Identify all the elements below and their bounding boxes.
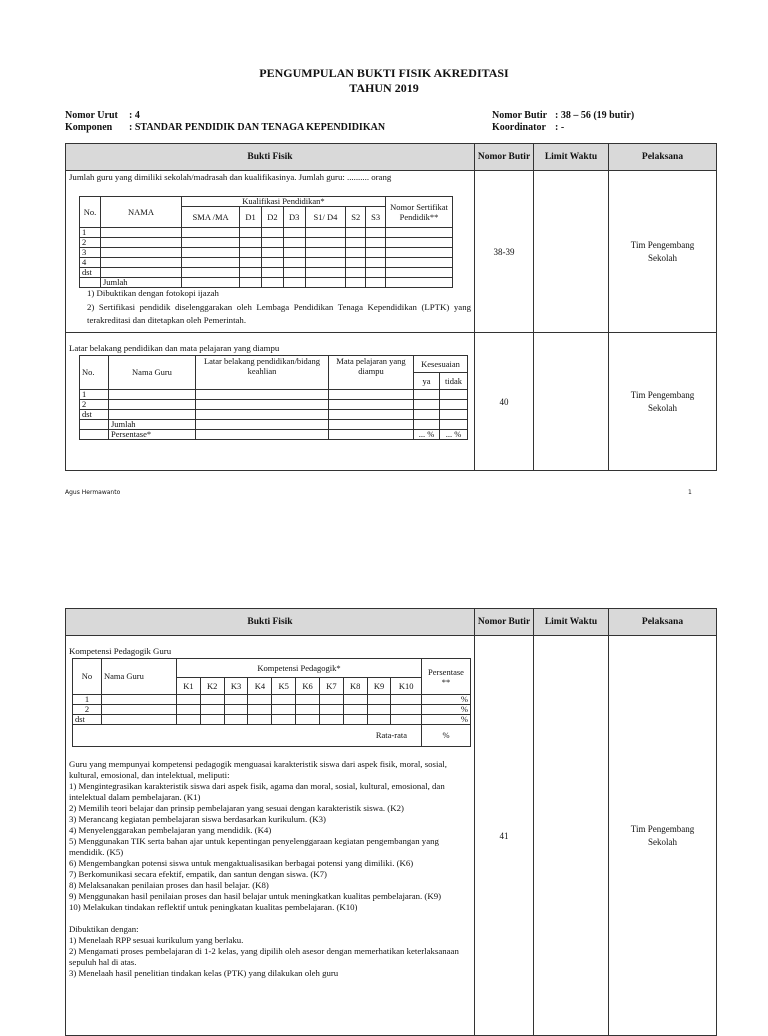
col-persentase: Persentase ** <box>422 659 471 695</box>
header-pelaksana: Pelaksana <box>609 144 717 171</box>
col-k5: K5 <box>272 678 296 695</box>
col-nama-guru: Nama Guru <box>109 356 196 390</box>
proof-list <box>69 935 471 979</box>
header-bukti-fisik: Bukti Fisik <box>66 144 475 171</box>
koordinator-label: Koordinator <box>492 122 546 133</box>
col-sma: SMA /MA <box>182 207 240 228</box>
col-no: No. <box>80 356 109 390</box>
rata-rata-value: % <box>422 725 471 747</box>
koordinator-value: : - <box>555 122 565 133</box>
col-k3: K3 <box>224 678 248 695</box>
col-ya: ya <box>414 373 440 390</box>
col-k8: K8 <box>343 678 367 695</box>
komponen-label: Komponen <box>65 122 113 133</box>
nomor-butir-value: : 38 – 56 (19 butir) <box>555 110 635 121</box>
list-item: 2) Mengamati proses pembelajaran di 1-2 kelas, yang dipilih oleh asesor dengan memerhatikan keterlaksanaan sepuluh hal di atas. <box>69 946 459 967</box>
col-kualifikasi: Kualifikasi Pendidikan* <box>182 197 386 207</box>
pct-tidak: ... % <box>440 430 468 440</box>
footer-author: Agus Hermawanto <box>65 489 121 496</box>
row2-intro: Latar belakang pendidikan dan mata pelajaran yang diampu <box>69 343 280 353</box>
col-k7: K7 <box>319 678 343 695</box>
col-nama-guru: Nama Guru <box>102 659 177 695</box>
note-1: 1) Dibuktikan dengan fotokopi ijazah <box>87 288 219 298</box>
note-2: 2) Sertifikasi pendidik diselenggarakan oleh Lembaga Pendidikan Tenaga Kependidikan (LPTK) yang terakreditasi dan ditetapkan oleh Pemerintah. <box>87 302 471 325</box>
col-k2: K2 <box>200 678 224 695</box>
row3-intro: Kompetensi Pedagogik Guru <box>69 646 172 656</box>
header-nomor-butir: Nomor Butir <box>475 609 534 636</box>
komponen-value: : STANDAR PENDIDIK DAN TENAGA KEPENDIDIKAN <box>129 122 386 133</box>
list-item: 4) Menyelenggarakan pembelajaran yang mendidik. (K4) <box>69 825 272 835</box>
table-row: 1 <box>80 390 468 400</box>
jumlah-label: Jumlah <box>101 278 182 288</box>
list-item: 1) Menelaah RPP sesuai kurikulum yang berlaku. <box>69 935 244 945</box>
col-s2: S2 <box>346 207 366 228</box>
nomor-urut-value: : 4 <box>129 110 140 121</box>
list-item: 3) Merancang kegiatan pembelajaran siswa berdasarkan kurikulum. (K3) <box>69 814 326 824</box>
col-no: No <box>73 659 102 695</box>
list-item: 1) Mengintegrasikan karakteristik siswa dari aspek fisik, agama dan moral, sosial, kultural, emosional, dan intelektual dalam pembelajaran. (K1) <box>69 781 445 802</box>
col-k10: K10 <box>391 678 422 695</box>
col-kompetensi: Kompetensi Pedagogik* <box>177 659 422 678</box>
evidence-row-38-39 <box>66 171 717 333</box>
nomor-butir-38-39: 38-39 <box>475 171 534 333</box>
col-latar-belakang: Latar belakang pendidikan/bidang keahlian <box>196 356 329 390</box>
background-table <box>79 355 468 440</box>
table-row: 1 % <box>73 695 471 705</box>
list-item: 5) Menggunakan TIK serta bahan ajar untuk kepentingan penyelenggaraan kegiatan pengembangan yang mendidik. (K5) <box>69 836 439 857</box>
table-row: 3 <box>80 248 453 258</box>
evidence-table-2 <box>65 608 717 1036</box>
list-item: 10) Melakukan tindakan reflektif untuk peningkatan kualitas pembelajaran. (K10) <box>69 902 358 912</box>
list-item: 8) Melaksanakan penilaian proses dan hasil belajar. (K8) <box>69 880 269 890</box>
dibuktikan-heading: Dibuktikan dengan: <box>69 924 139 934</box>
footer-page-number: 1 <box>688 489 692 496</box>
pelaksana-cell: Tim Pengembang Sekolah <box>609 333 717 471</box>
limit-waktu-cell <box>534 171 609 333</box>
evidence-row-41 <box>66 636 717 1036</box>
table-row: 2 <box>80 400 468 410</box>
pct-ya: ... % <box>414 430 440 440</box>
rata-rata-label: Rata-rata <box>73 725 422 747</box>
col-s1: S1/ D4 <box>305 207 346 228</box>
table-row: dst <box>80 268 453 278</box>
col-d2: D2 <box>262 207 284 228</box>
col-d1: D1 <box>240 207 262 228</box>
persentase-label: Persentase* <box>109 430 196 440</box>
col-kesesuaian: Kesesuaian <box>414 356 468 373</box>
total-row <box>80 420 468 430</box>
evidence-row-40 <box>66 333 717 471</box>
qualification-table <box>79 196 453 288</box>
table-row: dst % <box>73 715 471 725</box>
percentage-row <box>80 430 468 440</box>
competency-list <box>69 781 471 913</box>
col-nama: NAMA <box>101 197 182 228</box>
list-item: 3) Menelaah hasil penelitian tindakan kelas (PTK) yang dilakukan oleh guru <box>69 968 339 978</box>
limit-waktu-cell <box>534 333 609 471</box>
table-row: dst <box>80 410 468 420</box>
header-nomor-butir: Nomor Butir <box>475 144 534 171</box>
list-item: 7) Berkomunikasi secara efektif, empatik, dan santun dengan siswa. (K7) <box>69 869 327 879</box>
total-row <box>80 278 453 288</box>
col-k4: K4 <box>248 678 272 695</box>
nomor-butir-41: 41 <box>475 636 534 1036</box>
col-d3: D3 <box>283 207 305 228</box>
nomor-butir-40: 40 <box>475 333 534 471</box>
limit-waktu-cell <box>534 636 609 1036</box>
col-k9: K9 <box>367 678 391 695</box>
col-mata-pelajaran: Mata pelajaran yang diampu <box>329 356 414 390</box>
list-item: 2) Memilih teori belajar dan prinsip pembelajaran yang sesuai dengan karakteristik siswa. (K2) <box>69 803 404 813</box>
table-row: 1 <box>80 228 453 238</box>
col-no: No. <box>80 197 101 228</box>
doc-title: PENGUMPULAN BUKTI FISIK AKREDITASI <box>259 66 509 80</box>
col-k6: K6 <box>296 678 320 695</box>
nomor-butir-label: Nomor Butir <box>492 110 548 121</box>
col-k1: K1 <box>177 678 201 695</box>
average-row <box>73 725 471 747</box>
header-bukti-fisik: Bukti Fisik <box>66 609 475 636</box>
doc-year: TAHUN 2019 <box>349 81 419 95</box>
header-limit-waktu: Limit Waktu <box>534 144 609 171</box>
competency-paragraph: Guru yang mempunyai kompetensi pedagogik menguasai karakteristik siswa dari aspek fisik, moral, sosial, kultural, emosional, dan intelektual, meliputi: <box>69 759 447 780</box>
pedagogic-table <box>72 658 471 747</box>
list-item: 9) Menggunakan hasil penilaian proses dan hasil belajar untuk meningkatkan kualitas pembelajaran. (K9) <box>69 891 442 901</box>
table-row: 4 <box>80 258 453 268</box>
col-tidak: tidak <box>440 373 468 390</box>
row1-intro: Jumlah guru yang dimiliki sekolah/madrasah dan kualifikasinya. Jumlah guru: .......... orang <box>69 172 392 182</box>
pelaksana-cell: Tim Pengembang Sekolah <box>609 636 717 1036</box>
table-row: 2 % <box>73 705 471 715</box>
jumlah-label: Jumlah <box>109 420 196 430</box>
header-limit-waktu: Limit Waktu <box>534 609 609 636</box>
evidence-table-1 <box>65 143 717 471</box>
list-item: 6) Mengembangkan potensi siswa untuk mengaktualisasikan berbagai potensi yang dimiliki. (K6) <box>69 858 414 868</box>
pelaksana-cell: Tim Pengembang Sekolah <box>609 171 717 333</box>
col-s3: S3 <box>366 207 386 228</box>
nomor-urut-label: Nomor Urut <box>65 110 118 121</box>
col-sertifikat: Nomor Sertifikat Pendidik** <box>386 197 453 228</box>
table-row: 2 <box>80 238 453 248</box>
header-pelaksana: Pelaksana <box>609 609 717 636</box>
